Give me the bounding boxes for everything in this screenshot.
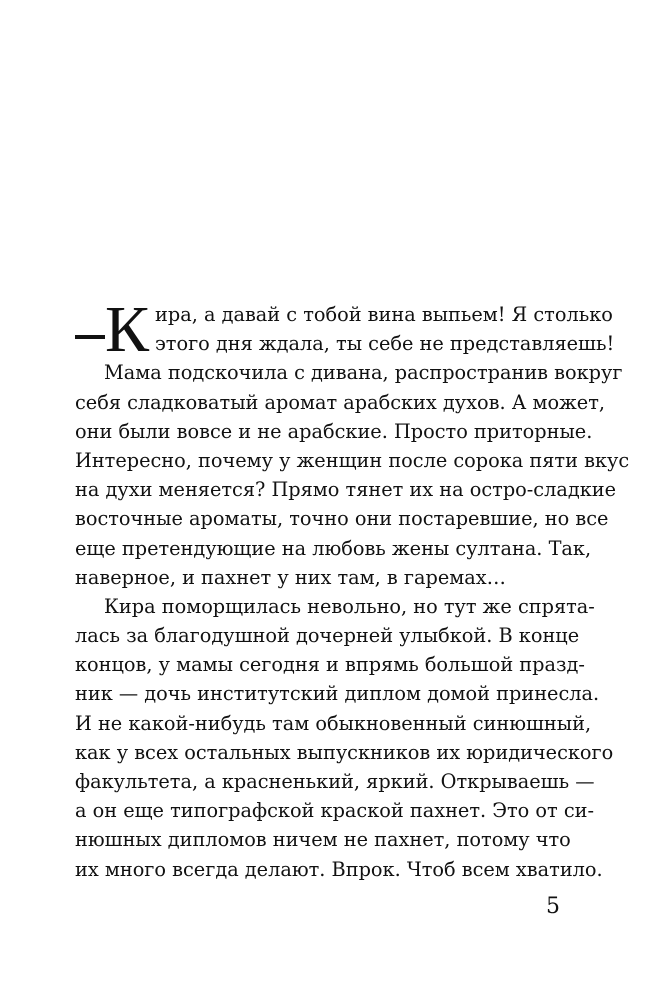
text-line: они были вовсе и не арабские. Просто приторные. (75, 419, 593, 443)
opening-paragraph (75, 293, 615, 366)
text-line: как у всех остальных выпускников их юридического (75, 740, 614, 764)
opening-dash (75, 335, 105, 339)
text-line: восточные ароматы, точно они постаревшие, но все (75, 507, 609, 531)
drop-cap-lines (155, 300, 615, 358)
text-line: еще претендующие на любовь жены султана. Так, (75, 536, 592, 560)
paragraph-2 (75, 358, 630, 592)
body-text (75, 293, 630, 884)
text-line: себя сладковатый аромат арабских духов. А может, (75, 390, 605, 414)
page-number: 5 (546, 894, 560, 919)
text-line: наверное, и пахнет у них там, в гаремах… (75, 565, 506, 589)
text-line: концов, у мамы сегодня и впрямь большой празд- (75, 653, 585, 677)
text-line: а он еще типографской краской пахнет. Это от си- (75, 799, 594, 823)
drop-cap: К (105, 293, 150, 366)
text-line: лась за благодушной дочерней улыбкой. В конце (75, 624, 580, 648)
text-line: нюшных дипломов ничем не пахнет, потому что (75, 828, 571, 852)
text-line: на духи меняется? Прямо тянет их на остро-сладкие (75, 478, 617, 502)
text-line: их много всегда делают. Впрок. Чтоб всем хватило. (75, 857, 603, 881)
paragraph-3 (75, 592, 614, 884)
text-line: ира, а давай с тобой вина выпьем! Я столько (155, 303, 613, 326)
text-line: Кира поморщилась невольно, но тут же спрята- (104, 594, 595, 618)
text-line: ник — дочь институтский диплом домой принесла. (75, 682, 600, 706)
text-line: этого дня ждала, ты себе не представляешь! (155, 332, 615, 356)
text-line: Интересно, почему у женщин после сорока пяти вкус (75, 448, 630, 472)
text-line: Мама подскочила с дивана, распространив вокруг (104, 361, 623, 385)
text-line: факультета, а красненький, яркий. Открываешь — (75, 770, 595, 794)
text-line: И не какой-нибудь там обыкновенный синюшный, (75, 711, 592, 735)
